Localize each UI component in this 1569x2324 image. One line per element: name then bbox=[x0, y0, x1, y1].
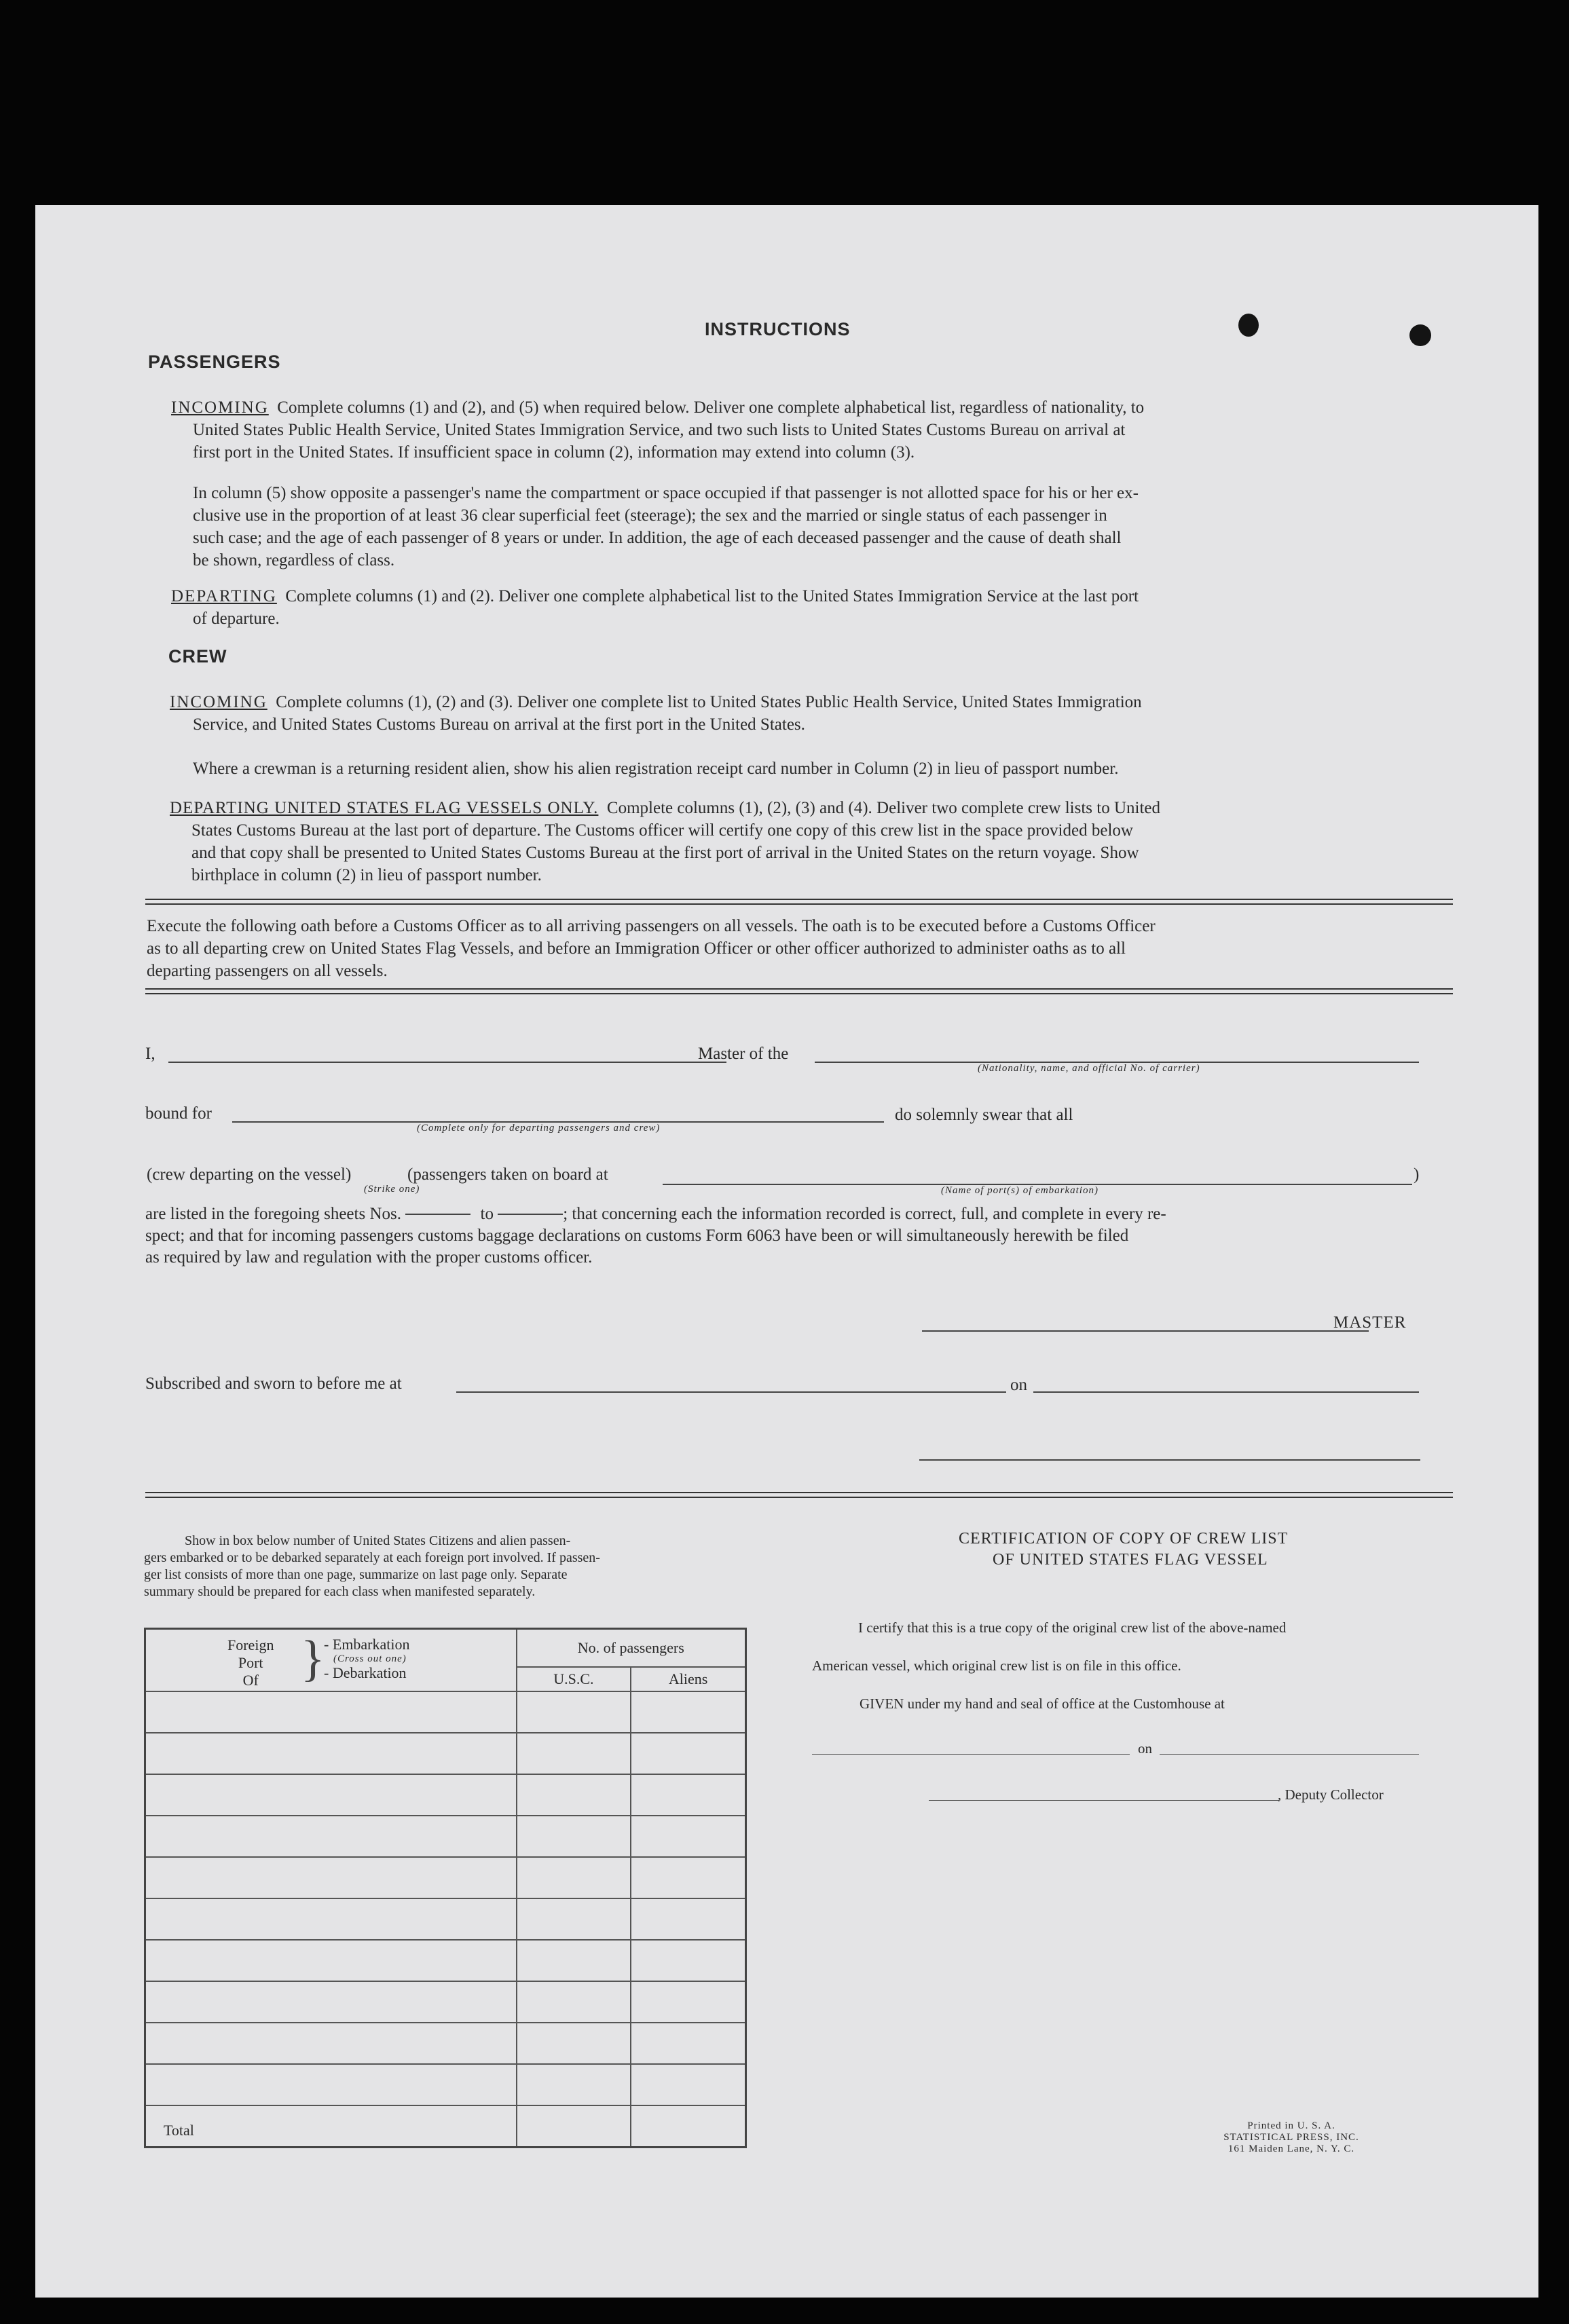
aliens-cell[interactable] bbox=[631, 1857, 745, 1898]
certify-text: GIVEN under my hand and seal of office at the Customhouse at bbox=[860, 1695, 1225, 1712]
usc-cell[interactable] bbox=[517, 2064, 631, 2105]
table-row bbox=[145, 1733, 746, 1774]
bound-for-hint: (Complete only for departing passengers and crew) bbox=[417, 1123, 661, 1133]
certification-title bbox=[884, 1529, 1427, 1571]
flag-vessels-text: birthplace in column (2) in lieu of passport number. bbox=[191, 866, 542, 884]
total-label: Total bbox=[145, 2105, 517, 2148]
table-row bbox=[145, 1940, 746, 1981]
listed-text: as required by law and regulation with the proper customs officer. bbox=[145, 1248, 593, 1267]
no-passengers-header: No. of passengers bbox=[517, 1629, 746, 1667]
crewman-note: Where a crewman is a returning resident alien, show his alien registration receipt card number in Column (2) in lieu of passport number. bbox=[193, 760, 1119, 778]
port-cell[interactable] bbox=[145, 1733, 517, 1774]
port-label: Port bbox=[238, 1654, 263, 1671]
certify-text: I certify that this is a true copy of the original crew list of the above-named bbox=[858, 1619, 1287, 1636]
usc-cell[interactable] bbox=[517, 2023, 631, 2064]
usc-cell[interactable] bbox=[517, 1816, 631, 1857]
incoming-text: Complete columns (1) and (2), and (5) when required below. Deliver one complete alphabetical list, regardless of nationality, to bbox=[277, 398, 1145, 417]
port-cell[interactable] bbox=[145, 1940, 517, 1981]
listed-text: are listed in the foregoing sheets Nos. bbox=[145, 1205, 401, 1223]
table-header-row bbox=[145, 1629, 746, 1667]
port-cell[interactable] bbox=[145, 1981, 517, 2023]
usc-cell[interactable] bbox=[517, 1691, 631, 1733]
departing-text: Complete columns (1) and (2). Deliver one complete alphabetical list to the United States Immigration Service at the last port bbox=[285, 587, 1139, 605]
usc-header: U.S.C. bbox=[517, 1667, 631, 1691]
crew-incoming-text: Service, and United States Customs Bureau on arrival at the first port in the United States. bbox=[193, 715, 805, 734]
crew-incoming-block bbox=[170, 691, 1439, 736]
aliens-cell[interactable] bbox=[631, 1691, 745, 1733]
aliens-cell[interactable] bbox=[631, 2064, 745, 2105]
master-label: MASTER bbox=[1333, 1313, 1407, 1332]
port-cell[interactable] bbox=[145, 1857, 517, 1898]
subscribed-label: Subscribed and sworn to before me at bbox=[145, 1374, 402, 1393]
aliens-total-cell[interactable] bbox=[631, 2105, 745, 2148]
oath-intro bbox=[147, 915, 1454, 982]
port-cell[interactable] bbox=[145, 1898, 517, 1940]
strike-one-hint: (Strike one) bbox=[364, 1184, 420, 1195]
crew-heading: CREW bbox=[168, 646, 227, 667]
port-cell[interactable] bbox=[145, 2064, 517, 2105]
printer-line: STATISTICAL PRESS, INC. bbox=[1223, 2132, 1359, 2143]
aliens-cell[interactable] bbox=[631, 1898, 745, 1940]
embarkation-label: - Embarkation bbox=[324, 1636, 410, 1653]
sheet-from-field[interactable] bbox=[405, 1214, 470, 1215]
table-row bbox=[145, 1774, 746, 1816]
printer-imprint bbox=[1189, 2120, 1393, 2155]
total-row bbox=[145, 2105, 746, 2148]
listed-text: ; that concerning each the information recorded is correct, full, and complete in every re- bbox=[563, 1205, 1166, 1223]
sworn-date-field[interactable] bbox=[1033, 1391, 1419, 1393]
oath-intro-text: as to all departing crew on United States Flag Vessels, and before an Immigration Officer or other officer authorized to administer oaths as to all bbox=[147, 939, 1126, 958]
flag-vessels-text: States Customs Bureau at the last port of departure. The Customs officer will certify one copy of this crew list in the space provided below bbox=[191, 821, 1133, 840]
aliens-cell[interactable] bbox=[631, 1733, 745, 1774]
flag-vessels-text: and that copy shall be presented to United States Customs Bureau at the first port of arrival in the United States on the return voyage. Show bbox=[191, 844, 1139, 862]
crew-incoming-text: Complete columns (1), (2) and (3). Deliver one complete list to United States Public Health Service, United States Immigration bbox=[276, 693, 1142, 711]
usc-cell[interactable] bbox=[517, 1857, 631, 1898]
summary-note bbox=[144, 1533, 752, 1600]
column5-block bbox=[193, 482, 1435, 571]
crew-departing-option: (crew departing on the vessel) bbox=[147, 1165, 352, 1184]
of-label: Of bbox=[242, 1672, 259, 1689]
flag-vessels-block bbox=[170, 797, 1439, 886]
summary-note-text: summary should be prepared for each class when manifested separately. bbox=[144, 1584, 536, 1599]
port-cell[interactable] bbox=[145, 2023, 517, 2064]
flag-vessels-label: DEPARTING UNITED STATES FLAG VESSELS ONLY. bbox=[170, 799, 599, 817]
oath-intro-text: departing passengers on all vessels. bbox=[147, 962, 388, 980]
carrier-hint: (Nationality, name, and official No. of carrier) bbox=[978, 1063, 1200, 1074]
certification-title-line: OF UNITED STATES FLAG VESSEL bbox=[993, 1551, 1268, 1569]
section-divider bbox=[145, 1492, 1453, 1498]
listed-to-label: to bbox=[480, 1205, 494, 1223]
passengers-taken-option: (passengers taken on board at bbox=[407, 1165, 608, 1184]
aliens-cell[interactable] bbox=[631, 1816, 745, 1857]
section-divider bbox=[145, 988, 1453, 994]
column5-text: clusive use in the proportion of at least 36 clear superficial feet (steerage); the sex and the married or single status of each passenger in bbox=[193, 506, 1107, 525]
certify-on-label: on bbox=[1138, 1740, 1152, 1757]
ink-blot bbox=[1238, 314, 1259, 337]
departing-text: of departure. bbox=[193, 610, 280, 628]
usc-cell[interactable] bbox=[517, 1940, 631, 1981]
usc-cell[interactable] bbox=[517, 1733, 631, 1774]
column5-text: be shown, regardless of class. bbox=[193, 551, 395, 569]
usc-cell[interactable] bbox=[517, 1774, 631, 1816]
master-name-field[interactable] bbox=[168, 1062, 726, 1063]
passengers-heading: PASSENGERS bbox=[148, 352, 281, 372]
port-header-cell bbox=[145, 1629, 517, 1691]
bound-for-label: bound for bbox=[145, 1104, 212, 1123]
oath-intro-text: Execute the following oath before a Customs Officer as to all arriving passengers on all vessels. The oath is to be executed before a Customs Officer bbox=[147, 917, 1156, 935]
usc-cell[interactable] bbox=[517, 1981, 631, 2023]
crew-incoming-label: INCOMING bbox=[170, 693, 267, 711]
brace-icon: } bbox=[301, 1631, 325, 1687]
summary-note-text: ger list consists of more than one page, summarize on last page only. Separate bbox=[144, 1567, 568, 1582]
table-row bbox=[145, 1981, 746, 2023]
aliens-cell[interactable] bbox=[631, 1774, 745, 1816]
summary-note-text: Show in box below number of United States Citizens and alien passen- bbox=[185, 1533, 571, 1548]
passengers-incoming-block bbox=[171, 396, 1434, 464]
incoming-text: United States Public Health Service, United States Immigration Service, and two such lists to United States Customs Bureau on arrival at bbox=[193, 421, 1126, 439]
passengers-departing-block bbox=[171, 585, 1434, 630]
listed-text: spect; and that for incoming passengers customs baggage declarations on customs Form 6063 have been or will simultaneously herewith be filed bbox=[145, 1226, 1129, 1245]
embarkation-port-hint: (Name of port(s) of embarkation) bbox=[941, 1185, 1099, 1196]
listed-line bbox=[145, 1203, 1456, 1225]
port-cell[interactable] bbox=[145, 1774, 517, 1816]
table-row bbox=[145, 1691, 746, 1733]
port-cell[interactable] bbox=[145, 1816, 517, 1857]
sheet-to-field[interactable] bbox=[498, 1214, 563, 1215]
certify-date-field[interactable] bbox=[1160, 1754, 1419, 1755]
deputy-signature-field[interactable] bbox=[929, 1800, 1279, 1801]
sworn-place-field[interactable] bbox=[456, 1391, 1006, 1393]
flag-vessels-text: Complete columns (1), (2), (3) and (4). Deliver two complete crew lists to United bbox=[606, 799, 1160, 817]
sworn-on-label: on bbox=[1010, 1376, 1027, 1394]
incoming-label: INCOMING bbox=[171, 398, 269, 417]
printer-line: Printed in U. S. A. bbox=[1247, 2120, 1335, 2131]
foreign-label: Foreign bbox=[227, 1636, 274, 1653]
table-row bbox=[145, 1816, 746, 1857]
certification-title-line: CERTIFICATION OF COPY OF CREW LIST bbox=[959, 1530, 1289, 1548]
table-row bbox=[145, 2064, 746, 2105]
column5-text: such case; and the age of each passenger of 8 years or under. In addition, the age of each deceased passenger and the cause of death shall bbox=[193, 529, 1122, 547]
usc-total-cell[interactable] bbox=[517, 2105, 631, 2148]
debarkation-label: - Debarkation bbox=[324, 1664, 407, 1681]
aliens-header: Aliens bbox=[631, 1667, 745, 1691]
table-row bbox=[145, 2023, 746, 2064]
officer-signature-field[interactable] bbox=[919, 1459, 1420, 1461]
column5-text: In column (5) show opposite a passenger's name the compartment or space occupied if that passenger is not allotted space for his or her ex- bbox=[193, 484, 1139, 502]
table-row bbox=[145, 1857, 746, 1898]
aliens-cell[interactable] bbox=[631, 1981, 745, 2023]
ink-blot bbox=[1409, 324, 1431, 346]
certify-text: American vessel, which original crew list is on file in this office. bbox=[812, 1657, 1181, 1674]
close-paren: ) bbox=[1414, 1165, 1420, 1184]
incoming-text: first port in the United States. If insufficient space in column (2), information may extend into column (3). bbox=[193, 443, 915, 462]
printer-line: 161 Maiden Lane, N. Y. C. bbox=[1227, 2143, 1355, 2154]
oath-i-label: I, bbox=[145, 1045, 155, 1063]
table-row bbox=[145, 1898, 746, 1940]
customhouse-field[interactable] bbox=[812, 1754, 1130, 1755]
departing-label: DEPARTING bbox=[171, 587, 277, 605]
master-of-the-label: Master of the bbox=[698, 1045, 789, 1063]
form-sheet bbox=[35, 205, 1538, 2298]
port-cell[interactable] bbox=[145, 1691, 517, 1733]
section-divider bbox=[145, 899, 1453, 905]
solemnly-swear-label: do solemnly swear that all bbox=[895, 1106, 1073, 1124]
cross-out-hint: (Cross out one) bbox=[333, 1653, 407, 1664]
port-summary-table bbox=[144, 1628, 747, 2148]
summary-note-text: gers embarked or to be debarked separately at each foreign port involved. If passen- bbox=[144, 1550, 600, 1565]
master-signature-field[interactable] bbox=[922, 1330, 1369, 1332]
usc-cell[interactable] bbox=[517, 1898, 631, 1940]
aliens-cell[interactable] bbox=[631, 2023, 745, 2064]
instructions-title: INSTRUCTIONS bbox=[705, 319, 851, 339]
deputy-collector-label: , Deputy Collector bbox=[1278, 1786, 1384, 1803]
aliens-cell[interactable] bbox=[631, 1940, 745, 1981]
